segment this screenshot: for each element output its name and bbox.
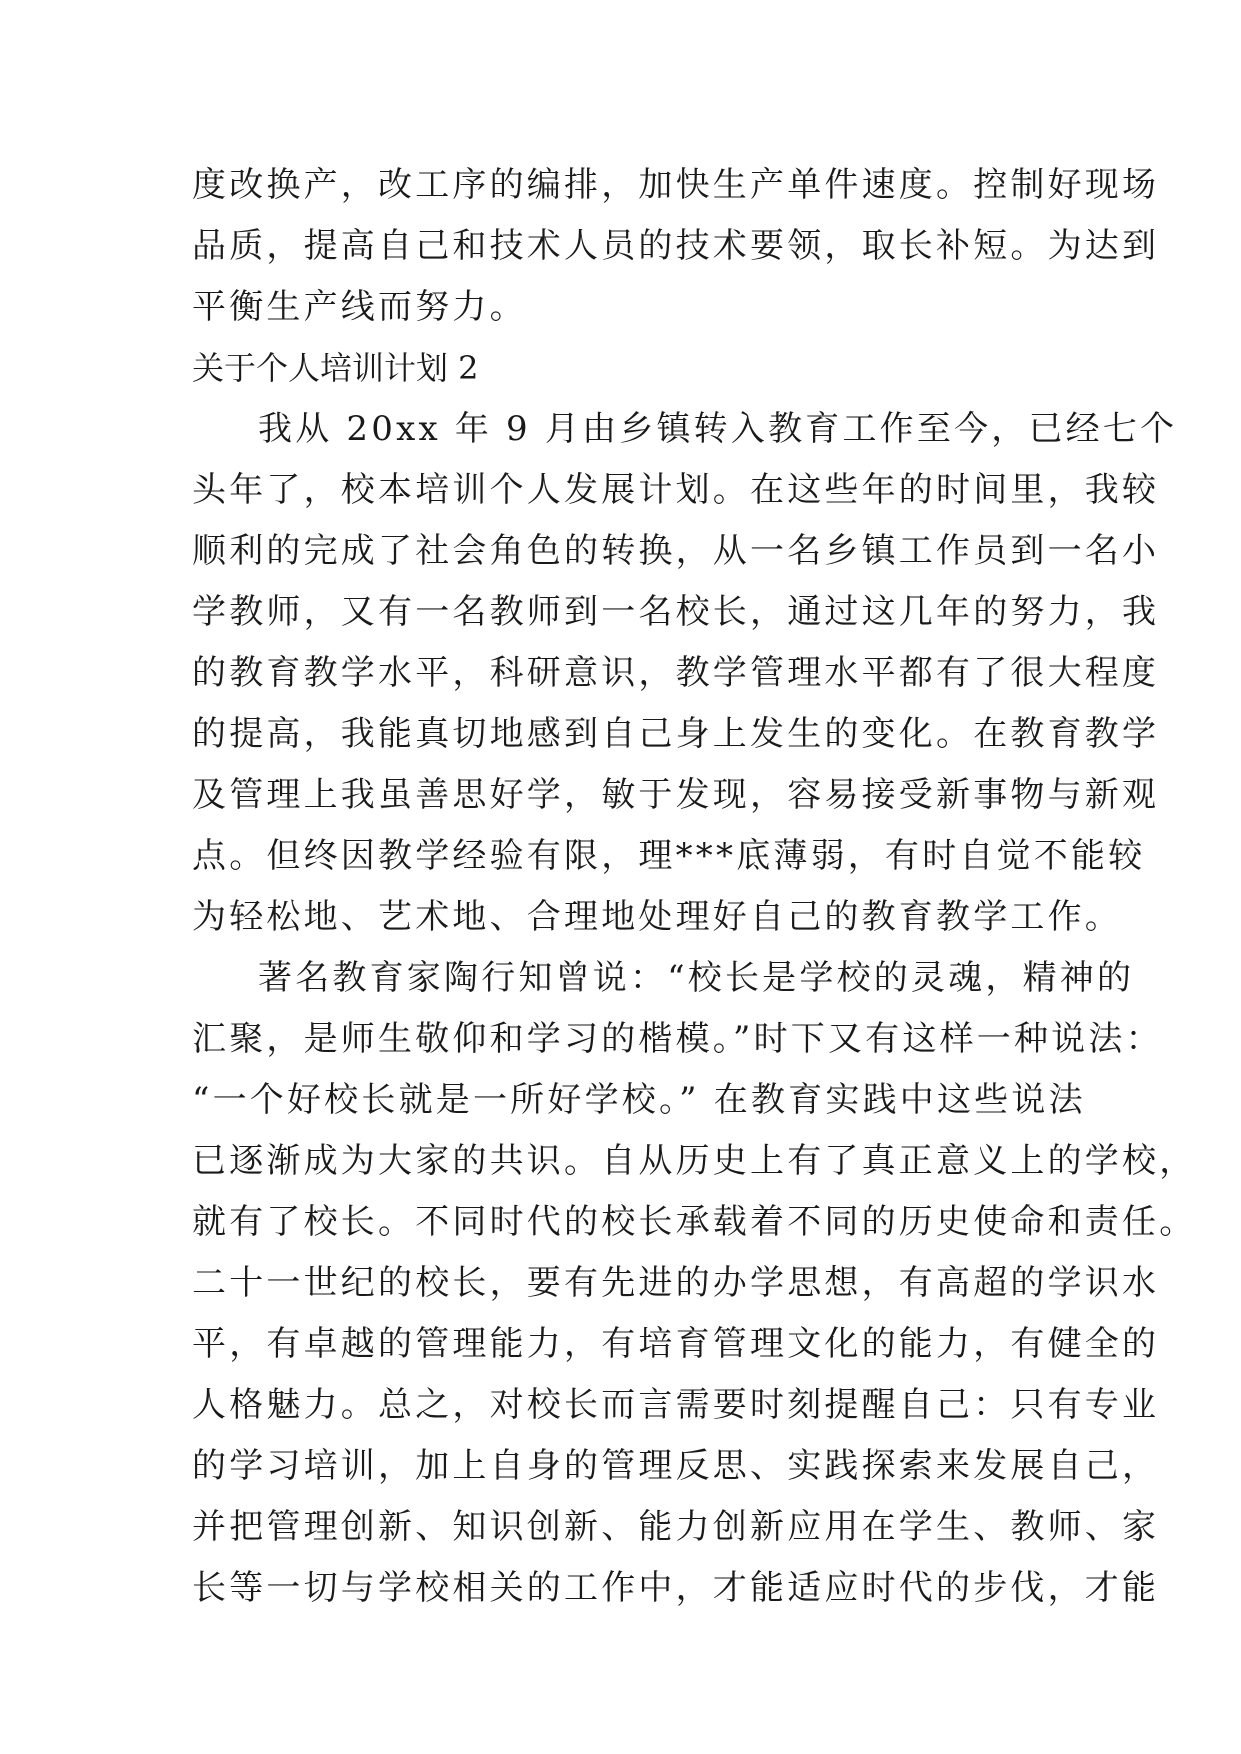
text-line: 长等一切与学校相关的工作中，才能适应时代的步伐，才能 xyxy=(192,1568,1160,1608)
text-line: 汇聚，是师生敬仰和学习的楷模。”时下又有这样一种说法： xyxy=(192,1019,1163,1059)
text-line: 人格魅力。总之，对校长而言需要时刻提醒自己：只有专业 xyxy=(192,1385,1160,1425)
text-line: 点。但终因教学经验有限，理***底薄弱，有时自觉不能较 xyxy=(192,836,1146,876)
text-line: 的教育教学水平，科研意识，教学管理水平都有了很大程度 xyxy=(192,653,1160,693)
text-line: 品质，提高自己和技术人员的技术要领，取长补短。为达到 xyxy=(192,226,1160,266)
text-line: 的学习培训，加上自身的管理反思、实践探索来发展自己， xyxy=(192,1446,1160,1486)
text-line: 及管理上我虽善思好学，敏于发现，容易接受新事物与新观 xyxy=(192,775,1160,815)
section-heading: 关于个人培训计划 2 xyxy=(192,349,479,387)
paragraph-first-line: 我从 20xx 年 9 月由乡镇转入教育工作至今，已经七个 xyxy=(258,409,1178,449)
text-line: 就有了校长。不同时代的校长承载着不同的历史使命和责任。 xyxy=(192,1202,1197,1242)
paragraph-first-line: 著名教育家陶行知曾说：“校长是学校的灵魂，精神的 xyxy=(258,958,1135,998)
text-line: “一个好校长就是一所好学校。” 在教育实践中这些说法 xyxy=(192,1080,1086,1120)
text-line: 平，有卓越的管理能力，有培育管理文化的能力，有健全的 xyxy=(192,1324,1160,1364)
text-line: 为轻松地、艺术地、合理地处理好自己的教育教学工作。 xyxy=(192,897,1122,937)
text-line: 顺利的完成了社会角色的转换，从一名乡镇工作员到一名小 xyxy=(192,531,1160,571)
text-line: 的提高，我能真切地感到自己身上发生的变化。在教育教学 xyxy=(192,714,1160,754)
text-line: 学教师，又有一名教师到一名校长，通过这几年的努力，我 xyxy=(192,592,1160,632)
text-line: 度改换产，改工序的编排，加快生产单件速度。控制好现场 xyxy=(192,165,1160,205)
text-line: 平衡生产线而努力。 xyxy=(192,287,527,327)
text-line: 二十一世纪的校长，要有先进的办学思想，有高超的学识水 xyxy=(192,1263,1160,1303)
text-line: 头年了，校本培训个人发展计划。在这些年的时间里，我较 xyxy=(192,470,1160,510)
text-line: 已逐渐成为大家的共识。自从历史上有了真正意义上的学校， xyxy=(192,1141,1197,1181)
text-line: 并把管理创新、知识创新、能力创新应用在学生、教师、家 xyxy=(192,1507,1160,1547)
